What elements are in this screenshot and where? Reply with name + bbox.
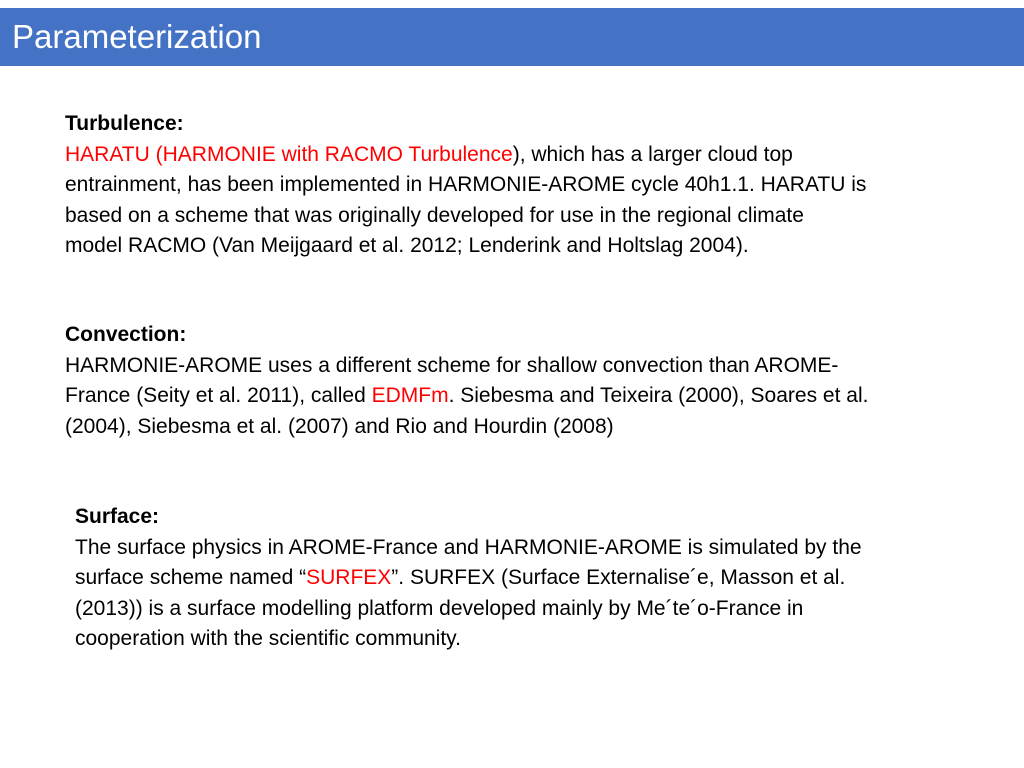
title-bar	[0, 8, 1024, 66]
convection-line-2	[65, 381, 965, 412]
turbulence-line-3: based on a scheme that was originally developed for use in the regional climate	[65, 203, 804, 227]
convection-line-2-pre: France (Seity et al. 2011), called	[65, 384, 372, 407]
edmfm-highlight: EDMFm	[371, 384, 449, 407]
convection-line-2-post: . Siebesma and Teixeira (2000), Soares et al.	[448, 384, 869, 407]
turbulence-line-1-rest: ), which has a larger cloud top	[512, 142, 793, 166]
surface-line-4: cooperation with the scientific community.	[75, 627, 461, 650]
slide-title: Parameterization	[12, 18, 262, 55]
turbulence-line-4: model RACMO (Van Meijgaard et al. 2012; Lenderink and Holtslag 2004).	[65, 234, 749, 257]
surface-heading: Surface:	[75, 505, 160, 528]
surface-line-3: (2013)) is a surface modelling platform developed mainly by Me´te´o-France in	[75, 596, 804, 620]
surface-line-2-post: ”. SURFEX (Surface Externalise´e, Masson et al.	[391, 566, 846, 589]
turbulence-section	[65, 109, 965, 262]
surfex-highlight: SURFEX	[306, 566, 392, 589]
turbulence-line-2: entrainment, has been implemented in HARMONIE-AROME cycle 40h1.1. HARATU is	[65, 173, 867, 196]
convection-heading: Convection:	[65, 323, 187, 346]
convection-line-3: (2004), Siebesma et al. (2007) and Rio and Hourdin (2008)	[65, 414, 614, 438]
turbulence-line-1	[65, 140, 965, 171]
surface-section	[75, 502, 965, 655]
convection-section	[65, 320, 965, 442]
surface-line-2-pre: surface scheme named “	[75, 566, 307, 589]
convection-line-1: HARMONIE-AROME uses a different scheme for shallow convection than AROME-	[65, 353, 839, 377]
surface-line-1: The surface physics in AROME-France and HARMONIE-AROME is simulated by the	[75, 535, 862, 559]
haratu-highlight: HARATU (HARMONIE with RACMO Turbulence	[65, 142, 513, 166]
turbulence-heading: Turbulence:	[65, 112, 184, 135]
surface-line-2	[75, 563, 965, 594]
